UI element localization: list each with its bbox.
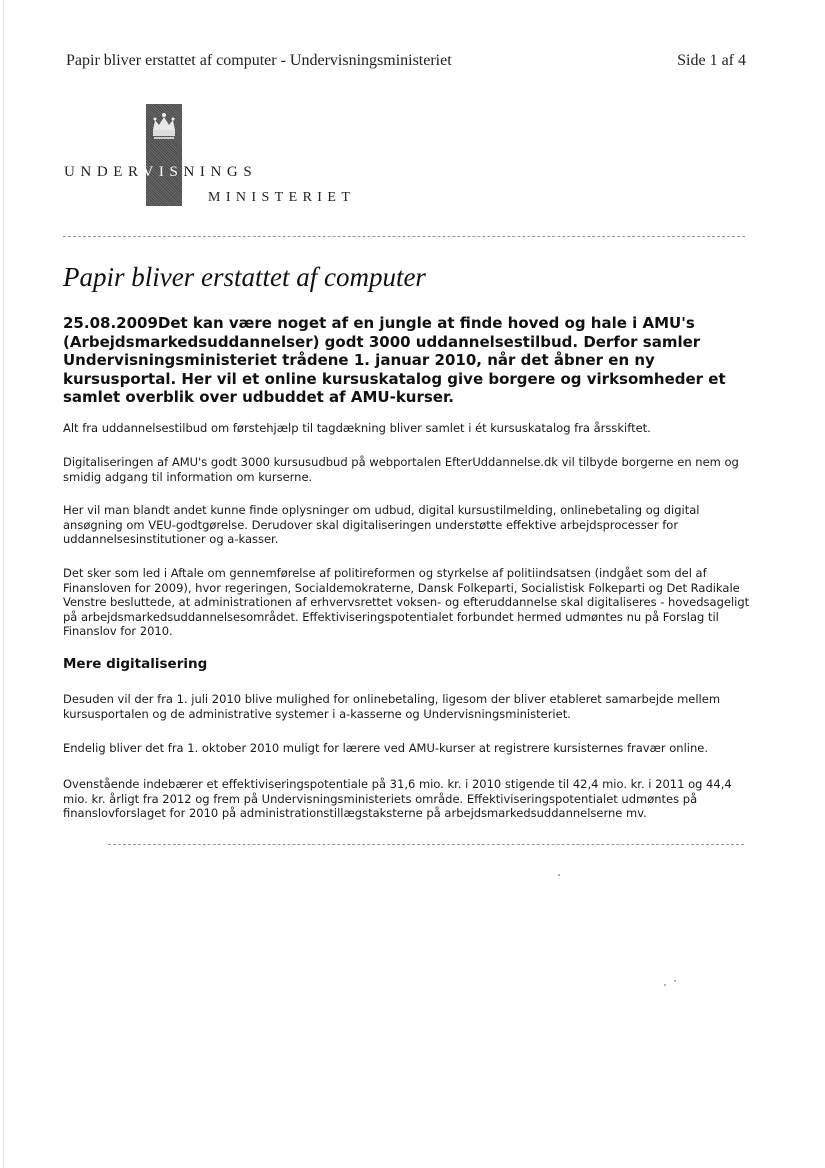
scan-edge [3,0,4,1168]
header-title: Papir bliver erstattet af computer - Undervisningsministeriet [66,52,452,69]
logo-word-undervisnings: UNDERVISNINGS [64,164,258,180]
paragraph-2: Digitaliseringen af AMU's godt 3000 kursusudbud på webportalen EfterUddannelse.dk vil tilbyde borgerne en nem og smidig adgang til information om kurserne. [63,455,739,484]
paragraph-6: Endelig bliver det fra 1. oktober 2010 muligt for lærere ved AMU-kurser at registrere kursisternes fravær online. [63,741,708,755]
article-title: Papir bliver erstattet af computer [63,262,426,292]
top-divider [63,236,745,237]
scan-speck [664,984,666,986]
logo-word-ministeriet: MINISTERIET [208,190,356,205]
paragraph-5: Desuden vil der fra 1. juli 2010 blive mulighed for onlinebetaling, ligesom der bliver etableret samarbejde mellem kursusportalen og de administrative systemer i a-kasserne og Undervisningsministeriet. [63,692,721,721]
article-lead: 25.08.2009Det kan være noget af en jungle at finde hoved og hale i AMU's (Arbejdsmarkedsuddannelser) godt 3000 uddannelsestilbud. Derfor samler Undervisningsministeriet trådene 1. januar 2010, når det åbner en ny kursusportal. Her vil et online kursuskatalog give borgere og virksomheder et samlet overblik over udbuddet af AMU-kurser. [63,314,726,406]
paragraph-7: Ovenstående indebærer et effektiviseringspotentiale på 31,6 mio. kr. i 2010 stigende til 42,4 mio. kr. i 2011 og 44,4 mio. kr. årligt fra 2012 og frem på Undervisningsministeriets område. Effektiviseringspotentialet udmøntes på finanslovforslaget for 2010 på administrationstillægstaksterne på arbejdsmarkedsuddannelserne mv. [63,777,732,820]
crown-icon [150,112,178,142]
scan-speck [558,874,560,876]
page-number: Side 1 af 4 [677,52,746,69]
ministry-logo [60,100,380,210]
scan-speck [674,980,676,982]
page-header [66,52,746,70]
crown-block [146,104,182,206]
section-heading: Mere digitalisering [63,656,208,672]
paragraph-1: Alt fra uddannelsestilbud om førstehjælp til tagdækning bliver samlet i ét kursuskatalog fra årsskiftet. [63,421,651,435]
paragraph-4: Det sker som led i Aftale om gennemførelse af politireformen og styrkelse af politiindsatsen (indgået som del af Finansloven for 2009), hvor regeringen, Socialdemokraterne, Dansk Folkeparti, Socialistisk Folkeparti og Det Radikale Venstre besluttede, at administrationen af erhvervsrettet voksen- og efteruddannelse skal digitaliseres - hovedsageligt på arbejdsmarkedsuddannelsesområdet. Effektiviseringspotentialet forbundet hermed udmøntes nu på Forslag til Finanslov for 2010. [63,566,750,638]
paragraph-3: Her vil man blandt andet kunne finde oplysninger om udbud, digital kursustilmelding, onlinebetaling og digital ansøgning om VEU-godtgørelse. Derudover skal digitaliseringen understøtte effektive arbejdsprocesser for uddannelsesinstitutioner og a-kasser. [63,503,700,546]
bottom-divider [108,844,744,845]
